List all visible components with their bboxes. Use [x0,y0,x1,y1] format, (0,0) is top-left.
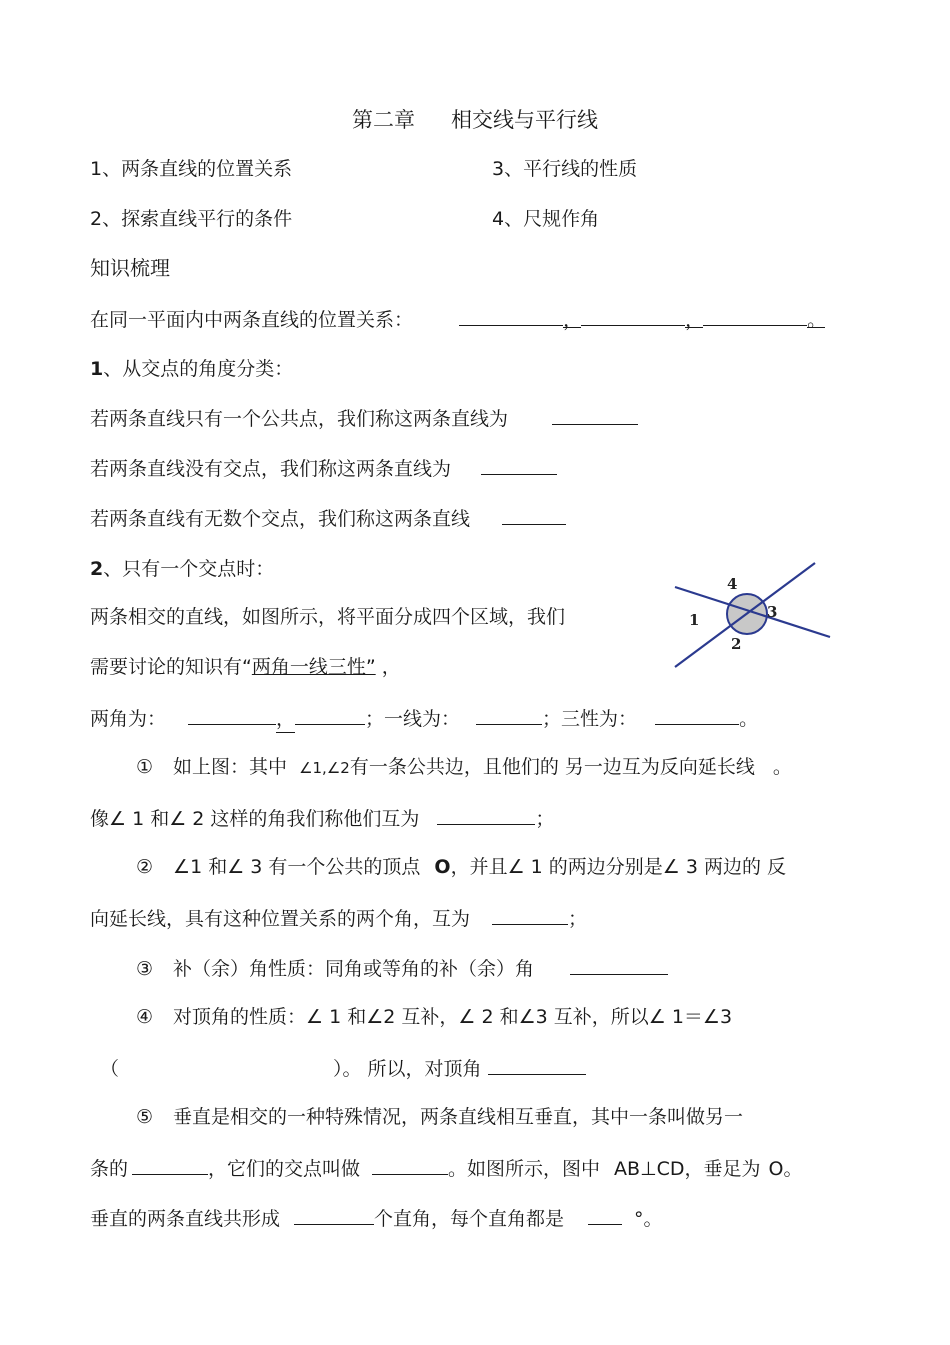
part1-line2 [90,454,557,482]
three-props-label: ；三性为： [542,708,638,730]
section-heading: 知识梳理 [90,256,170,280]
part1-text: 、从交点的角度分类： [103,358,294,380]
blank[interactable] [295,704,365,725]
blank[interactable] [188,704,276,725]
part2-text: 、只有一个交点时： [103,558,275,580]
blank[interactable] [570,954,668,975]
toc-item-1: 1、两条直线的位置关系 [90,158,293,180]
item-5-line3-a: 垂直的两条直线共形成 [90,1208,281,1230]
item-1-line2-text: 像∠ 1 和∠ 2 这样的角我们称他们互为 [90,808,420,830]
part1-line3-text: 若两条直线有无数个交点，我们称这两条直线 [90,508,471,530]
blank[interactable] [372,1154,448,1175]
angle-label-1: 1 [689,611,700,629]
blank[interactable] [132,1154,208,1175]
item-1 [136,754,792,781]
period: 。 [739,708,759,730]
blank[interactable] [492,904,568,925]
angle-label-4: 4 [727,575,738,593]
item-1-line2 [90,804,554,832]
chapter-number: 第二章 [352,108,415,132]
blank[interactable] [488,1054,586,1075]
item-5-line2-a: 条的 [90,1158,129,1180]
toc-item-3: 3、平行线的性质 [492,158,638,180]
item-5-line2-b: ，它们的交点叫做 [208,1158,361,1180]
intro-text: 在同一平面内中两条直线的位置关系： [90,309,414,331]
item-3 [136,954,668,982]
comma: ， [276,706,295,733]
semicolon: ； [535,808,555,830]
blank[interactable] [655,704,739,725]
blank[interactable] [588,1204,622,1225]
part1-heading [90,356,293,382]
part2-heading [90,556,274,582]
blank[interactable] [481,454,557,475]
blank[interactable] [703,305,807,326]
vertex-o: O [434,856,451,878]
part2-p1: 两条相交的直线，如图所示，将平面分成四个区域，我们 [90,606,566,628]
blank[interactable] [476,704,542,725]
item-5-line2-e: ，垂足为 [684,1158,761,1180]
toc-item-4: 4、尺规作角 [492,208,600,230]
period: 。 [807,309,827,331]
item-5 [136,1104,743,1130]
item-2 [136,854,786,880]
chapter-name: 相交线与平行线 [451,108,598,132]
item-5-num: ⑤ [136,1106,154,1128]
intersecting-lines-figure [665,555,835,675]
two-angles-label: 两角为： [90,708,167,730]
item-5-line3 [90,1204,663,1232]
item-1-a: 如上图：其中 [173,756,288,778]
intro-line [90,305,825,333]
foot-o: O。 [768,1158,803,1180]
item-5-line2 [90,1154,803,1182]
comma: ， [685,309,705,331]
item-4-line2 [100,1054,586,1082]
item-4-num: ④ [136,1006,154,1028]
item-1-angles: ∠1,∠2 [299,759,350,777]
part1-line3 [90,504,566,532]
blank[interactable] [294,1204,374,1225]
item-1-end: 。 [772,756,792,778]
part2-p2 [90,654,401,680]
blank[interactable] [581,305,685,326]
item-4-text: 对顶角的性质：∠ 1 和∠2 互补，∠ 2 和∠3 互补，所以∠ 1＝∠3 [173,1006,733,1028]
blank[interactable] [502,504,566,525]
ab-perp-cd: AB⊥CD [614,1158,685,1180]
toc-item-2: 2、探索直线平行的条件 [90,208,293,230]
part1-num: 1 [90,358,104,380]
item-1-c: 有一条公共边，且他们的 另一边互为反向延长线 [349,756,755,778]
part2-p2-prefix: 需要讨论的知识有“ [90,656,252,678]
item-2-num: ② [136,856,154,878]
chapter-title [0,104,950,134]
item-2-line2-text: 向延长线，具有这种位置关系的两个角，互为 [90,908,471,930]
part2-p3 [90,704,758,733]
item-1-num: ① [136,756,154,778]
part1-line2-text: 若两条直线没有交点，我们称这两条直线为 [90,458,452,480]
part2-num: 2 [90,558,104,580]
item-2-b: ，并且∠ 1 的两边分别是∠ 3 两边的 反 [450,856,787,878]
item-5-line3-b: 个直角，每个直角都是 [374,1208,565,1230]
blank[interactable] [437,804,535,825]
comma: ， [563,309,583,331]
blank[interactable] [459,305,563,326]
item-4-close: ）。 所以，对顶角 [333,1058,482,1080]
angle-label-2: 2 [731,635,742,653]
part1-line1-text: 若两条直线只有一个公共点，我们称这两条直线为 [90,408,509,430]
item-3-num: ③ [136,958,154,980]
part1-line1 [90,404,638,432]
part2-p2-suffix: ， [381,656,401,678]
one-line-label: ；一线为： [365,708,461,730]
blank[interactable] [552,404,638,425]
item-3-text: 补（余）角性质：同角或等角的补（余）角 [173,958,535,980]
item-5-line2-c: 。如图所示，图中 [448,1158,601,1180]
semicolon: ； [568,908,588,930]
part2-p2-underlined: 两角一线三性” [251,656,376,678]
open-paren: （ [100,1058,120,1080]
item-2-a: ∠1 和∠ 3 有一个公共的顶点 [173,856,421,878]
degree-end: °。 [634,1208,663,1230]
item-4 [136,1004,732,1030]
angle-label-3: 3 [767,603,778,621]
item-5-text: 垂直是相交的一种特殊情况，两条直线相互垂直，其中一条叫做另一 [173,1106,744,1128]
item-2-line2 [90,904,587,932]
